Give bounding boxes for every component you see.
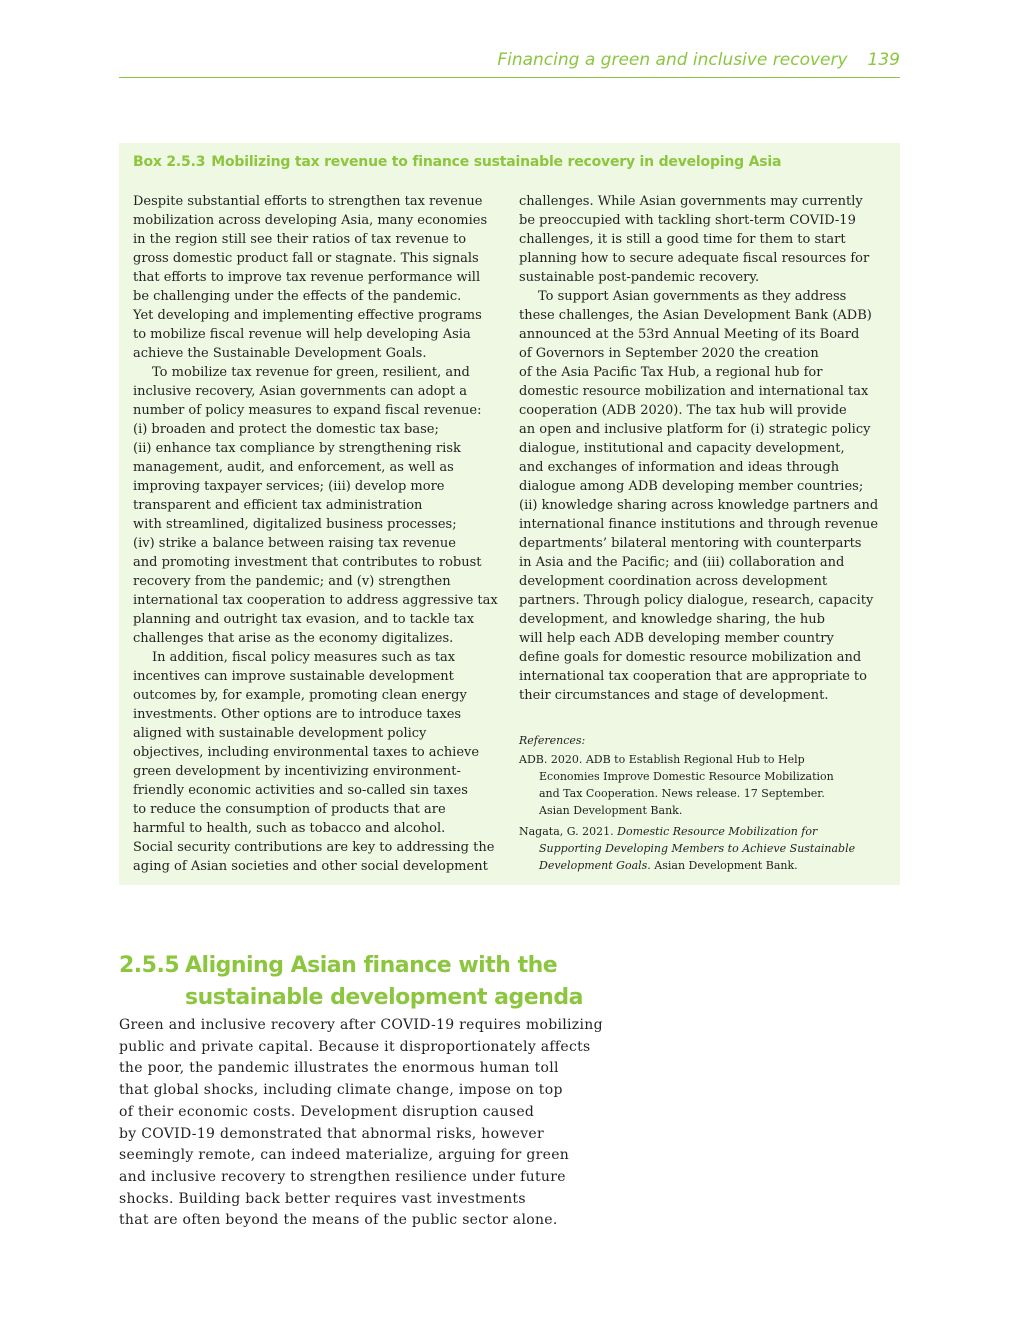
section-title: Aligning Asian finance with the sustainable development agenda	[185, 953, 583, 1010]
box-paragraph: To support Asian governments as they address these challenges, the Asian Development Bank (ADB) announced at the 53rd Annual Meeting of its Board of Governors in September 2020 the creation of the Asia Pacific Tax Hub, a regional hub for domestic resource mobilization and international tax cooperation (ADB 2020). The tax hub will provide an open and inclusive platform for (i) strategic policy dialogue, institutional and capacity development, and exchanges of information and ideas through dialogue among ADB developing member countries; (ii) knowledge sharing across knowledge partners and international finance institutions and through revenue departments’ bilateral mentoring with counterparts in Asia and the Pacific; and (iii) collaboration and development coordination across development partners. Through policy dialogue, research, capacity development, and knowledge sharing, the hub will help each ADB developing member country define goals for domestic resource mobilization and international tax cooperation that are appropriate to their circumstances and stage of development.	[519, 289, 879, 703]
box-right-column	[519, 192, 891, 705]
running-header	[119, 50, 900, 78]
reference-publisher: Asian Development Bank.	[650, 859, 798, 872]
section-body-paragraph: Green and inclusive recovery after COVID-19 requires mobilizing public and private capital. Because it disproportionately affects the poor, the pandemic illustrates the enormous human toll that global shocks, including climate change, impose on top of their economic costs. Development disruption caused by COVID-19 demonstrated that abnormal risks, however seemingly remote, can indeed materialize, arguing for green and inclusive recovery to strengthen resilience under future shocks. Building back better requires vast investments that are often beyond the means of the public sector alone.	[119, 1017, 603, 1229]
references	[519, 732, 891, 878]
box-paragraph: Despite substantial efforts to strengthen tax revenue mobilization across developing Asia, many economies in the region still see their ratios of tax revenue to gross domestic product fall or stagnate. This signals that efforts to improve tax revenue performance will be challenging under the effects of the pandemic. Yet developing and implementing effective programs to mobilize fiscal revenue will help developing Asia achieve the Sustainable Development Goals.	[133, 194, 488, 361]
running-title: Financing a green and inclusive recovery	[497, 50, 848, 70]
box-paragraph: In addition, fiscal policy measures such as tax incentives can improve sustainable development outcomes by, for example, promoting clean energy investments. Other options are to introduce taxes aligned with sustainable development policy objectives, including environmental taxes to achieve green development by incentivizing environment- friendly economic activities and so-called sin taxes to reduce the consumption of products that are harmful to health, such as tobacco and alcohol. Social security contributions are key to addressing the aging of Asian societies and other social development	[133, 650, 495, 874]
reference-title: Domestic Resource Mobilization for Supporting Developing Members to Achieve Sustainable Development Goals.	[539, 825, 856, 872]
references-label: References:	[519, 734, 586, 747]
reference-item	[519, 823, 891, 874]
page-number: 139	[867, 50, 900, 70]
box-2-5-3	[119, 143, 900, 885]
reference-item: ADB. 2020. ADB to Establish Regional Hub to Help Economies Improve Domestic Resource Mobilization and Tax Cooperation. News release. 17 September. Asian Development Bank.	[519, 753, 834, 817]
box-title-text: Mobilizing tax revenue to finance sustainable recovery in developing Asia	[211, 154, 782, 170]
box-paragraph: To mobilize tax revenue for green, resilient, and inclusive recovery, Asian governments can adopt a number of policy measures to expand fiscal revenue: (i) broaden and protect the domestic tax base; (ii) enhance tax compliance by strengthening risk management, audit, and enforcement, as well as improving taxpayer services; (iii) develop more transparent and efficient tax administration with streamlined, digitalized business processes; (iv) strike a balance between raising tax revenue and promoting investment that contributes to robust recovery from the pandemic; and (v) strengthen international tax cooperation to address aggressive tax planning and outright tax evasion, and to tackle tax challenges that arise as the economy digitalizes.	[133, 365, 498, 646]
box-label: Box 2.5.3	[133, 154, 206, 170]
box-left-column	[133, 192, 503, 876]
section-number: 2.5.5	[119, 953, 180, 978]
reference-author: Nagata, G. 2021.	[519, 825, 618, 838]
box-paragraph: challenges. While Asian governments may currently be preoccupied with tackling short-term COVID-19 challenges, it is still a good time for them to start planning how to secure adequate fiscal resources for sustainable post-pandemic recovery.	[519, 194, 870, 285]
box-title	[133, 154, 893, 170]
